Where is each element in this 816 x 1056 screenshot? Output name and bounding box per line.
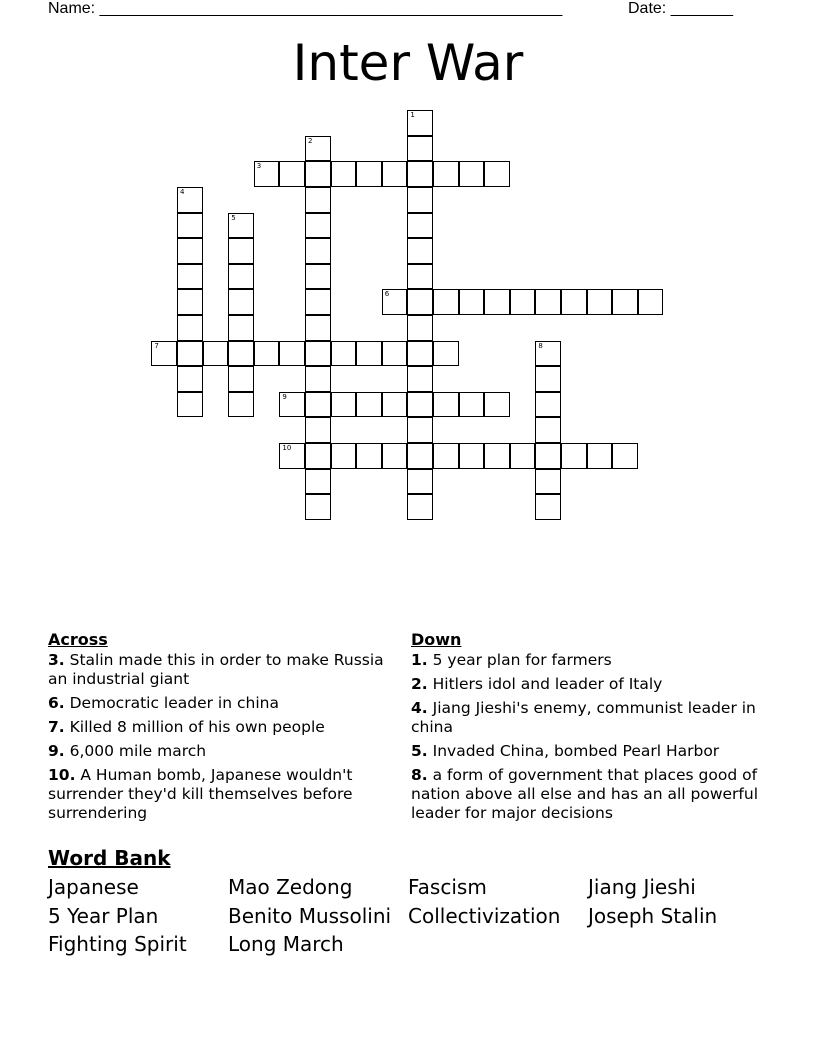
clue-text: Jiang Jieshi's enemy, communist leader in china <box>411 699 756 736</box>
grid-cell[interactable] <box>177 289 203 315</box>
grid-cell[interactable] <box>254 161 280 187</box>
grid-cell[interactable] <box>177 392 203 418</box>
grid-cell[interactable] <box>459 443 485 469</box>
grid-cell[interactable] <box>228 366 254 392</box>
clue-text: 5 year plan for farmers <box>432 651 612 669</box>
word-bank-item: Collectivization <box>408 904 561 928</box>
grid-cell[interactable] <box>535 289 561 315</box>
clue-down <box>411 651 761 670</box>
grid-cell[interactable] <box>177 187 203 213</box>
clue-across <box>48 718 393 737</box>
grid-cell[interactable] <box>331 161 357 187</box>
grid-cell[interactable] <box>459 161 485 187</box>
grid-cell[interactable] <box>382 289 408 315</box>
grid-cell[interactable] <box>535 392 561 418</box>
grid-cell[interactable] <box>407 392 433 418</box>
cell-number: 2 <box>308 136 313 145</box>
grid-cell[interactable] <box>535 366 561 392</box>
cell-number: 10 <box>282 444 292 452</box>
grid-cell[interactable] <box>305 366 331 392</box>
word-bank-item: Benito Mussolini <box>228 904 392 928</box>
grid-cell[interactable] <box>382 341 408 367</box>
grid-cell[interactable] <box>407 187 433 213</box>
date-field: Date: _______ <box>628 0 733 17</box>
grid-cell[interactable] <box>407 366 433 392</box>
cell-number: 6 <box>384 290 390 299</box>
cell-number: 8 <box>538 341 543 350</box>
grid-cell[interactable] <box>331 443 357 469</box>
word-bank-item: Long March <box>228 932 344 956</box>
grid-cell[interactable] <box>279 341 305 367</box>
clue-number: 3. <box>48 651 65 669</box>
grid-cell[interactable] <box>612 289 638 315</box>
word-bank-item: Fascism <box>408 875 487 899</box>
clue-down <box>411 675 761 694</box>
grid-cell[interactable] <box>356 443 382 469</box>
grid-cell[interactable] <box>228 392 254 418</box>
word-bank-item: Joseph Stalin <box>588 904 718 928</box>
grid-cell[interactable] <box>407 341 433 367</box>
grid-cell[interactable] <box>407 136 433 162</box>
clue-text: Hitlers idol and leader of Italy <box>432 675 663 693</box>
grid-cell[interactable] <box>228 289 254 315</box>
grid-cell[interactable] <box>305 264 331 290</box>
grid-cell[interactable] <box>561 443 587 469</box>
clue-down <box>411 766 761 823</box>
grid-cell[interactable] <box>535 341 561 367</box>
clue-number: 8. <box>411 766 428 784</box>
grid-cell[interactable] <box>484 161 510 187</box>
clue-number: 10. <box>48 766 76 784</box>
grid-cell[interactable] <box>612 443 638 469</box>
grid-cell[interactable] <box>382 161 408 187</box>
grid-cell[interactable] <box>382 443 408 469</box>
grid-cell[interactable] <box>177 341 203 367</box>
grid-cell[interactable] <box>356 392 382 418</box>
grid-cell[interactable] <box>433 341 459 367</box>
grid-cell[interactable] <box>305 289 331 315</box>
clue-text: Stalin made this in order to make Russia an industrial giant <box>48 651 384 688</box>
clue-number: 7. <box>48 718 65 736</box>
grid-cell[interactable] <box>305 494 331 520</box>
grid-cell[interactable] <box>331 392 357 418</box>
clue-text: Killed 8 million of his own people <box>69 718 325 736</box>
grid-cell[interactable] <box>535 494 561 520</box>
across-heading: Across <box>48 630 108 649</box>
grid-cell[interactable] <box>177 315 203 341</box>
word-bank-item: Japanese <box>48 875 139 899</box>
grid-cell[interactable] <box>382 392 408 418</box>
grid-cell[interactable] <box>305 341 331 367</box>
grid-cell[interactable] <box>484 289 510 315</box>
page-title: Inter War <box>292 34 524 92</box>
down-heading: Down <box>411 630 462 649</box>
grid-cell[interactable] <box>305 315 331 341</box>
grid-cell[interactable] <box>459 289 485 315</box>
clue-number: 9. <box>48 742 65 760</box>
grid-cell[interactable] <box>356 161 382 187</box>
grid-cell[interactable] <box>407 443 433 469</box>
grid-cell[interactable] <box>587 289 613 315</box>
grid-cell[interactable] <box>228 264 254 290</box>
grid-cell[interactable] <box>510 289 536 315</box>
clue-number: 6. <box>48 694 65 712</box>
clue-text: Invaded China, bombed Pearl Harbor <box>432 742 720 760</box>
grid-cell[interactable] <box>228 238 254 264</box>
clue-across <box>48 766 393 823</box>
grid-cell[interactable] <box>177 264 203 290</box>
clue-number: 2. <box>411 675 428 693</box>
cell-number: 3 <box>256 162 262 171</box>
clue-text: a form of government that places good of nation above all else and has an all powerful leader for major decisions <box>411 766 759 822</box>
clue-down <box>411 699 761 737</box>
grid-cell[interactable] <box>151 341 177 367</box>
grid-cell[interactable] <box>433 443 459 469</box>
grid-cell[interactable] <box>203 341 229 367</box>
grid-cell[interactable] <box>305 187 331 213</box>
grid-cell[interactable] <box>305 443 331 469</box>
clue-text: 6,000 mile march <box>69 742 207 760</box>
grid-cell[interactable] <box>407 289 433 315</box>
cell-number: 9 <box>282 392 287 401</box>
grid-cell[interactable] <box>305 238 331 264</box>
clue-across <box>48 651 393 689</box>
grid-cell[interactable] <box>228 213 254 239</box>
down-clues <box>411 630 761 828</box>
grid-cell[interactable] <box>228 315 254 341</box>
clue-across <box>48 694 393 713</box>
grid-cell[interactable] <box>305 469 331 495</box>
grid-cell[interactable] <box>587 443 613 469</box>
grid-cell[interactable] <box>305 213 331 239</box>
clue-text: A Human bomb, Japanese wouldn't surrender they'd kill themselves before surrendering <box>48 766 353 822</box>
grid-cell[interactable] <box>177 366 203 392</box>
grid-cell[interactable] <box>433 392 459 418</box>
grid-cell[interactable] <box>279 161 305 187</box>
grid-cell[interactable] <box>254 341 280 367</box>
grid-cell[interactable] <box>638 289 664 315</box>
grid-cell[interactable] <box>407 110 433 136</box>
grid-cell[interactable] <box>407 264 433 290</box>
grid-cell[interactable] <box>484 392 510 418</box>
grid-cell[interactable] <box>459 392 485 418</box>
clue-number: 4. <box>411 699 428 717</box>
grid-cell[interactable] <box>177 238 203 264</box>
clue-across <box>48 742 393 761</box>
grid-cell[interactable] <box>305 392 331 418</box>
clue-text: Democratic leader in china <box>69 694 279 712</box>
cell-number: 1 <box>410 111 415 120</box>
grid-cell[interactable] <box>535 469 561 495</box>
cell-number: 5 <box>231 213 236 222</box>
grid-cell[interactable] <box>305 161 331 187</box>
word-bank-item: Jiang Jieshi <box>588 875 696 899</box>
grid-cell[interactable] <box>279 443 305 469</box>
grid-cell[interactable] <box>228 341 254 367</box>
grid-cell[interactable] <box>535 417 561 443</box>
grid-cell[interactable] <box>407 469 433 495</box>
cell-number: 7 <box>154 341 159 350</box>
grid-cell[interactable] <box>407 417 433 443</box>
grid-cell[interactable] <box>356 341 382 367</box>
word-bank-item: Mao Zedong <box>228 875 353 899</box>
clue-number: 1. <box>411 651 428 669</box>
grid-cell[interactable] <box>433 161 459 187</box>
name-field: Name: ____________________________________________________ <box>48 0 563 17</box>
grid-cell[interactable] <box>407 161 433 187</box>
grid-cell[interactable] <box>407 494 433 520</box>
cell-number: 4 <box>180 188 185 196</box>
grid-cell[interactable] <box>407 238 433 264</box>
grid-cell[interactable] <box>279 392 305 418</box>
grid-cell[interactable] <box>305 136 331 162</box>
grid-cell[interactable] <box>305 417 331 443</box>
grid-cell[interactable] <box>331 341 357 367</box>
word-bank-title: Word Bank <box>48 846 171 870</box>
grid-cell[interactable] <box>561 289 587 315</box>
word-bank-item: Fighting Spirit <box>48 932 187 956</box>
word-bank-item: 5 Year Plan <box>48 904 159 928</box>
grid-cell[interactable] <box>433 289 459 315</box>
grid-cell[interactable] <box>407 213 433 239</box>
grid-cell[interactable] <box>407 315 433 341</box>
across-clues <box>48 630 393 828</box>
clue-down <box>411 742 761 761</box>
grid-cell[interactable] <box>535 443 561 469</box>
grid-cell[interactable] <box>510 443 536 469</box>
grid-cell[interactable] <box>484 443 510 469</box>
grid-cell[interactable] <box>177 213 203 239</box>
clue-number: 5. <box>411 742 428 760</box>
